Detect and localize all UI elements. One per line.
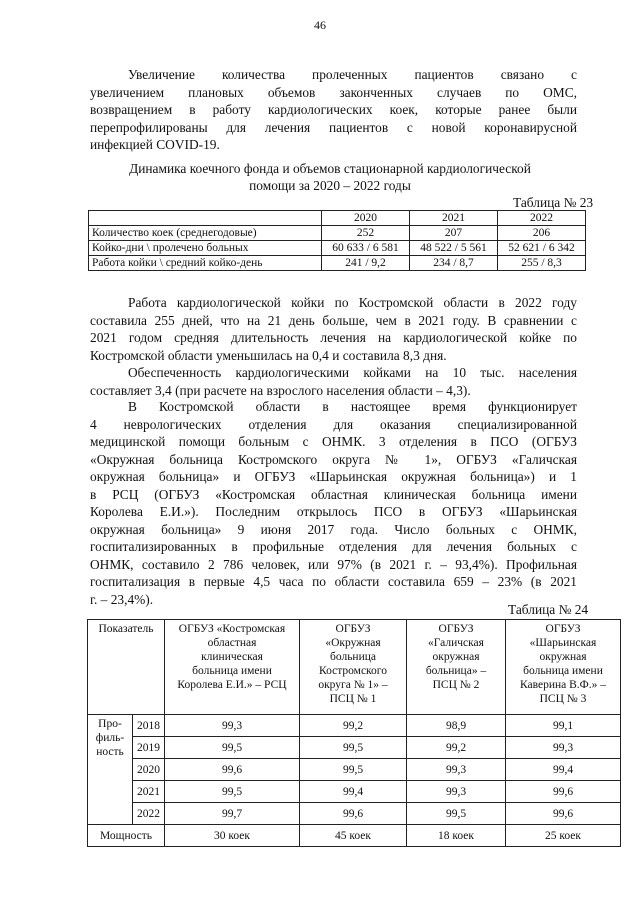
table-row <box>88 781 621 803</box>
capacity-cell: 25 коек <box>506 825 621 847</box>
text-line: Работа кардиологической койки по Костромской области в 2022 году <box>128 295 577 310</box>
row-label: Работа койки \ средний койко-день <box>89 256 322 271</box>
cell-line: Каверина В.Ф.» – <box>519 679 606 691</box>
table-cell: 99,5 <box>300 759 407 781</box>
cell-line: «Шарьинская <box>529 637 597 649</box>
text-line: перепрофилированы для лечения пациентов с новой коронавирусной <box>90 119 577 135</box>
table-cell: 252 <box>322 226 410 241</box>
table-cell: 48 522 / 5 561 <box>410 241 498 256</box>
table-23 <box>88 210 586 271</box>
cell-line: филь- <box>95 732 125 744</box>
text-line: госпитализированных в профильные отделения для лечения больных с <box>90 539 577 554</box>
text-line: составила 255 дней, что на 21 день больше, чем в 2021 году. В сравнении с <box>90 312 577 328</box>
page-number: 46 <box>314 18 326 32</box>
table-cell: 99,5 <box>300 737 407 759</box>
table-cell: 99,7 <box>165 803 300 825</box>
hospital-header <box>407 620 506 715</box>
caption-line-2: помощи за 2020 – 2022 годы <box>249 178 411 193</box>
row-label: Количество коек (среднегодовые) <box>89 226 322 241</box>
cell-line: округа № 1» – <box>318 679 388 691</box>
text-line: возвращением в работу кардиологических коек, которые ранее были <box>90 102 577 117</box>
hospital-header <box>506 620 621 715</box>
text-line: В Костромской области в настоящее время функционирует <box>128 399 577 414</box>
year-cell: 2020 <box>133 759 165 781</box>
table-row <box>88 803 621 825</box>
text-line: Увеличение количества пролеченных пациентов связано с <box>128 67 577 82</box>
cell-line: Про- <box>98 718 122 730</box>
table-cell: 99,4 <box>300 781 407 803</box>
table-cell: 99,4 <box>506 759 621 781</box>
text-line: «Окружная больница Костромского округа № 1», ОГБУЗ «Галичская <box>90 451 577 467</box>
text-line: составляет 3,4 (при расчете на взрослого населения области – 4,3). <box>90 382 471 398</box>
text-line: Костромской области уменьшилась на 0,4 и составила 8,3 дня. <box>90 347 447 363</box>
cell-line: ОГБУЗ <box>545 623 581 635</box>
table-cell: 99,3 <box>165 715 300 737</box>
text-line: г. – 23,4%). <box>90 591 154 607</box>
table-row <box>88 759 621 781</box>
table-cell: 99,5 <box>165 737 300 759</box>
table-cell: 99,2 <box>300 715 407 737</box>
capacity-cell: 18 коек <box>407 825 506 847</box>
hospital-header <box>300 620 407 715</box>
table-24-label: Таблица № 24 <box>508 602 589 617</box>
caption-line-1: Динамика коечного фонда и объемов стационарной кардиологической <box>129 161 531 176</box>
cell-line: областная <box>207 637 257 649</box>
year-header: 2022 <box>498 211 586 226</box>
row-label: Койко-дни \ пролечено больных <box>89 241 322 256</box>
neurology-paragraph <box>90 398 577 608</box>
year-cell: 2022 <box>133 803 165 825</box>
bed-work-paragraph <box>90 294 577 364</box>
table-cell: 60 633 / 6 581 <box>322 241 410 256</box>
text-line: в РСЦ (ОГБУЗ «Костромская областная клиническая больница имени <box>90 486 577 502</box>
table-cell: 99,6 <box>506 781 621 803</box>
table-row <box>89 256 586 271</box>
table-cell: 99,6 <box>165 759 300 781</box>
capacity-cell: 30 коек <box>165 825 300 847</box>
table-cell: 99,3 <box>407 759 506 781</box>
cell-line: окружная <box>539 651 587 663</box>
table-cell: 206 <box>498 226 586 241</box>
table-23-caption <box>60 160 600 194</box>
year-cell: 2019 <box>133 737 165 759</box>
cell-line: «Галичская <box>428 637 484 649</box>
table-cell: 99,5 <box>165 781 300 803</box>
table-cell: 99,3 <box>506 737 621 759</box>
cell-line: больница имени <box>192 665 272 677</box>
table-cell: 52 621 / 6 342 <box>498 241 586 256</box>
year-header: 2020 <box>322 211 410 226</box>
cell-line: ОГБУЗ <box>438 623 474 635</box>
cell-line: ПСЦ № 2 <box>432 679 480 691</box>
cell-line: ОГБУЗ «Костромская <box>178 623 286 635</box>
text-line: медицинской помощи больным с ОНМК. 3 отделения в ПСО (ОГБУЗ <box>90 434 577 449</box>
capacity-cell: 45 коек <box>300 825 407 847</box>
text-line: Обеспеченность кардиологическими койками на 10 тыс. населения <box>128 365 577 380</box>
cell-line: больница» – <box>425 665 487 677</box>
intro-paragraph <box>90 66 577 154</box>
cell-line: ПСЦ № 3 <box>539 693 587 705</box>
table-cell: 99,6 <box>300 803 407 825</box>
table-cell: 99,6 <box>506 803 621 825</box>
table-header-row <box>88 620 621 715</box>
table-cell: 99,3 <box>407 781 506 803</box>
cell-line: «Окружная <box>325 637 381 649</box>
table-cell: 207 <box>410 226 498 241</box>
cell-line: клиническая <box>201 651 263 663</box>
table-row <box>89 226 586 241</box>
cell-line: больница имени <box>523 665 603 677</box>
table-cell: 99,5 <box>407 803 506 825</box>
table-cell: 255 / 8,3 <box>498 256 586 271</box>
profile-label <box>88 715 133 825</box>
table-row <box>88 715 621 737</box>
bed-supply-paragraph <box>90 364 577 399</box>
table-cell: 234 / 8,7 <box>410 256 498 271</box>
table-cell: 99,2 <box>407 737 506 759</box>
empty-header-cell <box>89 211 322 226</box>
table-row <box>89 241 586 256</box>
table-24 <box>87 619 621 847</box>
text-line: окружная больница» 9 июня 2017 года. Число больных с ОНМК, <box>90 521 577 537</box>
capacity-label: Мощность <box>88 825 165 847</box>
text-line: ОНМК, составило 2 786 человек, или 97% (в 2021 г. – 93,4%). Профильная <box>90 556 577 572</box>
capacity-row <box>88 825 621 847</box>
indicator-header: Показатель <box>88 620 165 715</box>
cell-line: ПСЦ № 1 <box>329 693 377 705</box>
table-cell: 99,1 <box>506 715 621 737</box>
table-cell: 98,9 <box>407 715 506 737</box>
cell-line: ОГБУЗ <box>335 623 371 635</box>
year-cell: 2018 <box>133 715 165 737</box>
text-line: инфекцией COVID-19. <box>90 137 220 152</box>
text-line: Королева Е.И.»). Последним открылось ПСО в ОГБУЗ «Шарьинская <box>90 504 577 519</box>
cell-line: окружная <box>432 651 480 663</box>
cell-line: ность <box>96 746 124 758</box>
text-line: окружная больница» и ОГБУЗ «Шарьинская окружная больница») и 1 <box>90 469 577 484</box>
year-cell: 2021 <box>133 781 165 803</box>
year-header: 2021 <box>410 211 498 226</box>
cell-line: Костромского <box>318 665 387 677</box>
table-header-row <box>89 211 586 226</box>
text-line: 4 неврологических отделения для оказания специализированной <box>90 416 577 432</box>
table-cell: 241 / 9,2 <box>322 256 410 271</box>
text-line: 2021 годом средняя длительность лечения на кардиологической койке по <box>90 330 577 345</box>
text-line: госпитализация в первые 4,5 часа по области составила 659 – 23% (в 2021 <box>90 574 577 589</box>
table-23-label: Таблица № 23 <box>513 195 594 210</box>
cell-line: больница <box>330 651 376 663</box>
hospital-header <box>165 620 300 715</box>
cell-line: Королева Е.И.» – РСЦ <box>177 679 287 691</box>
text-line: увеличением плановых объемов законченных случаев по ОМС, <box>90 84 577 100</box>
table-row <box>88 737 621 759</box>
